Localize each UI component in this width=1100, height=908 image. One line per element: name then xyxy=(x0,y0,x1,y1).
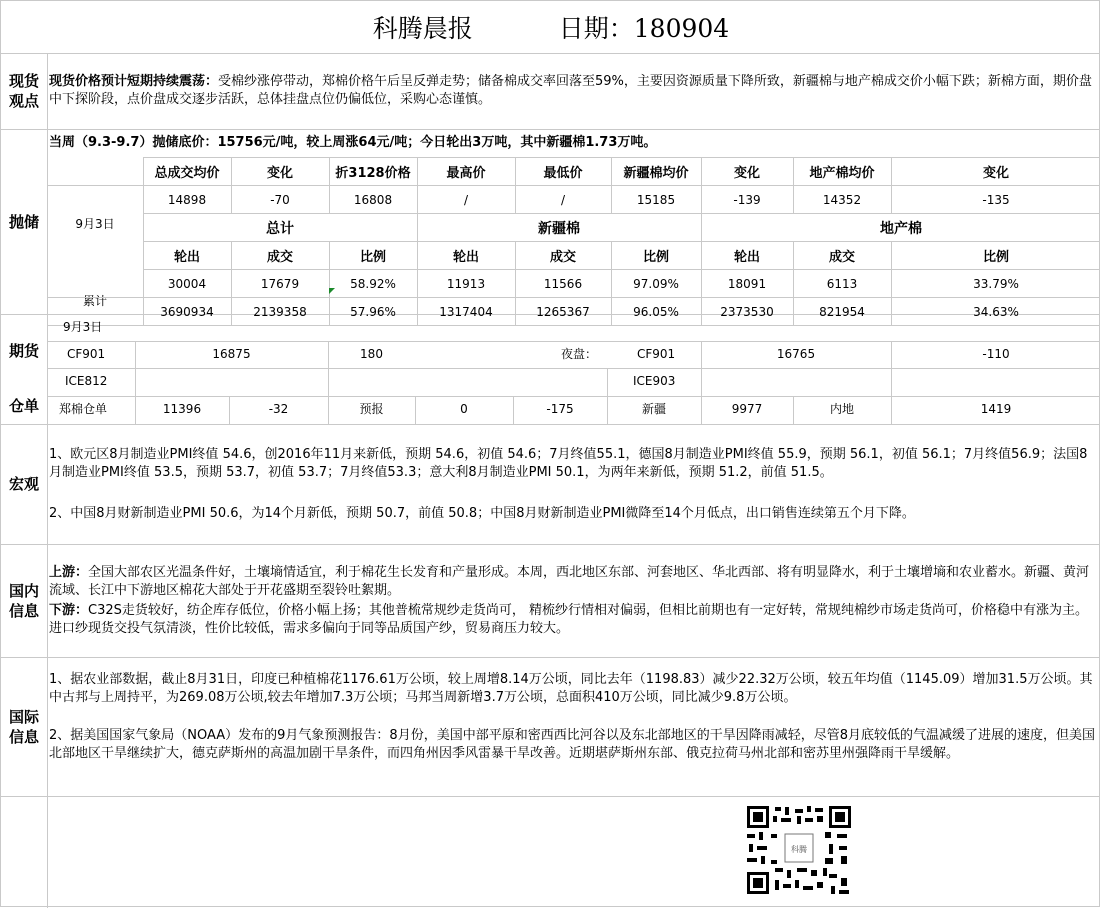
grid-line xyxy=(1,657,1100,658)
grid-line xyxy=(1,544,1100,545)
price-header: 变化 xyxy=(231,158,329,186)
cumulative-value: 1317404 xyxy=(417,298,515,326)
international-label: 国际信息 xyxy=(8,707,39,746)
group-header-local: 地产棉 xyxy=(701,214,1100,242)
cumulative-value: 821954 xyxy=(793,298,891,326)
cumulative-value: 3690934 xyxy=(143,298,231,326)
price-header: 最低价 xyxy=(515,158,611,186)
qr-logo-text: 科腾 xyxy=(791,845,807,854)
macro-paragraph-2: 2、中国8月财新制造业PMI 50.6，为14个月新低，预期 50.7，前值 50.8；中国8月财新制造业PMI微降至14个月低点，出口销售连续第五个月下降。 xyxy=(49,506,915,521)
daily-value: 33.79% xyxy=(891,270,1100,298)
sub-header: 比例 xyxy=(611,242,701,270)
warehouse-inland-label: 内地 xyxy=(829,402,854,416)
warehouse-change: -32 xyxy=(268,402,289,416)
grid-line xyxy=(47,368,1100,369)
report-name: 科腾晨报 xyxy=(372,14,473,43)
warehouse-forecast-value: 0 xyxy=(460,402,468,416)
international-paragraph-1: 1、据农业部数据，截止8月31日，印度已种植棉花1176.61万公顷，较上周增8.14万公顷，同比去年（1198.83）减少22.32万公顷，较五年均值（1145.09）增加31.5万公顷。其中古邦与上周持平，为269.08万公顷,较去年增加7.3万公顷；马邦当周新增3.7万公顷，总面积410万公顷，同比减少9.8万公顷。 xyxy=(49,672,1093,705)
grid-line xyxy=(1,796,1100,797)
qr-code-image xyxy=(745,804,853,896)
daily-value: 6113 xyxy=(793,270,891,298)
cumulative-value: 2139358 xyxy=(231,298,329,326)
futures-cf-price: 16875 xyxy=(212,347,251,361)
grid-line xyxy=(1,53,1100,54)
warehouse-forecast-label: 预报 xyxy=(359,402,384,416)
international-paragraph-2: 2、据美国国家气象局（NOAA）发布的9月气象预测报告：8月份，美国中部平原和密西西比河谷以及东北部地区的干旱因降雨减轻，尽管8月底较低的气温减缓了进展的速度，但美国北部地区干旱继续扩大，德克萨斯州的高温加剧干旱条件，而四角州因季风雷暴干旱改善。近期堪萨斯州东部、俄克拉荷马州北部和密苏里州强降雨干旱缓解。 xyxy=(49,728,1095,761)
price-header-row xyxy=(47,158,1100,186)
daily-value: 17679 xyxy=(231,270,329,298)
cumulative-value-row xyxy=(47,298,1100,326)
report-title xyxy=(1,1,1100,53)
upstream-title: 上游： xyxy=(49,565,89,580)
price-header: 最高价 xyxy=(417,158,515,186)
reserve-label: 抛储 xyxy=(8,212,39,231)
sub-header: 成交 xyxy=(515,242,611,270)
reserve-cumulative-label: 累计 xyxy=(82,294,107,308)
sub-header-row xyxy=(47,242,1100,270)
domestic-downstream xyxy=(49,602,1095,638)
sub-header: 成交 xyxy=(793,242,891,270)
cumulative-value: 96.05% xyxy=(611,298,701,326)
report-date: 日期：180904 xyxy=(558,14,730,43)
sub-header: 比例 xyxy=(329,242,417,270)
sub-header: 轮出 xyxy=(143,242,231,270)
price-value: 15185 xyxy=(611,186,701,214)
spot-paragraph xyxy=(49,73,1095,109)
futures-date: 9月3日 xyxy=(63,320,103,334)
sub-header: 比例 xyxy=(891,242,1100,270)
spot-label: 现货观点 xyxy=(8,72,39,110)
sub-header: 轮出 xyxy=(701,242,793,270)
night-session-label: 夜盘： xyxy=(561,347,598,361)
group-header-xinjiang: 新疆棉 xyxy=(417,214,701,242)
warehouse-name: 郑棉仓单 xyxy=(59,402,108,416)
spot-text: 受棉纱涨停带动，郑棉价格午后呈反弹走势；储备棉成交率回落至59%，主要因资源质量下降所致，新疆棉与地产棉成交价小幅下跌；新棉方面，期价盘中下探阶段，点价盘成交逐步活跃，总体挂盘点位仍偏低位，采购心态谨慎。 xyxy=(49,74,1092,107)
futures-label: 期货 xyxy=(8,342,39,360)
daily-value: 11913 xyxy=(417,270,515,298)
daily-value: 97.09% xyxy=(611,270,701,298)
cumulative-value: 2373530 xyxy=(701,298,793,326)
macro-paragraph-1: 1、欧元区8月制造业PMI终值 54.6，创2016年11月来新低，预期 54.6，初值 54.6；7月终值55.1，德国8月制造业PMI终值 55.9，预期 56.1，初值 56.1；7月终值56.9；法国8月制造业PMI终值 53.5，预期 53.7，初值 53.7；7月终值53.3；意大利8月制造业PMI 50.1，为两年来新低，预期 51.2，前值 51.5。 xyxy=(49,447,1088,480)
daily-value: 30004 xyxy=(143,270,231,298)
warehouse-label: 仓单 xyxy=(8,397,39,415)
downstream-title: 下游： xyxy=(49,603,89,618)
reserve-summary: 当周（9.3-9.7）抛储底价：15756元/吨，较上周涨64元/吨；今日轮出3万吨，其中新疆棉1.73万吨。 xyxy=(49,135,657,150)
price-value: / xyxy=(515,186,611,214)
night-cf-price: 16765 xyxy=(776,347,816,361)
ice-code: ICE812 xyxy=(65,374,108,388)
domestic-upstream xyxy=(49,564,1095,600)
price-value: 16808 xyxy=(329,186,417,214)
price-value: -139 xyxy=(701,186,793,214)
sub-header: 轮出 xyxy=(417,242,515,270)
warehouse-value: 11396 xyxy=(162,402,202,416)
cumulative-value: 34.63% xyxy=(891,298,1100,326)
daily-value: 11566 xyxy=(515,270,611,298)
futures-cf-code: CF901 xyxy=(67,347,106,361)
night-cf-change: -110 xyxy=(982,347,1010,361)
price-value: 14352 xyxy=(793,186,891,214)
futures-cf-change: 180 xyxy=(360,347,383,361)
grid-line xyxy=(1,129,1100,130)
price-value: -135 xyxy=(891,186,1100,214)
cell-comment-marker xyxy=(329,288,335,294)
group-header-row xyxy=(47,214,1100,242)
price-value: -70 xyxy=(231,186,329,214)
price-header: 变化 xyxy=(701,158,793,186)
price-header: 新疆棉均价 xyxy=(611,158,701,186)
domestic-label: 国内信息 xyxy=(8,581,39,620)
spot-headline: 现货价格预计短期持续震荡： xyxy=(49,74,219,89)
sub-header: 成交 xyxy=(231,242,329,270)
warehouse-xinjiang-label: 新疆 xyxy=(641,402,666,416)
price-header: 变化 xyxy=(891,158,1100,186)
price-value: / xyxy=(417,186,515,214)
reserve-day-label: 9月3日 xyxy=(75,217,115,231)
daily-value: 18091 xyxy=(701,270,793,298)
price-value-row xyxy=(47,186,1100,214)
warehouse-forecast-change: -175 xyxy=(546,402,574,416)
price-header: 总成交均价 xyxy=(143,158,231,186)
warehouse-xinjiang-value: 9977 xyxy=(731,402,763,416)
price-header: 地产棉均价 xyxy=(793,158,891,186)
cumulative-value: 1265367 xyxy=(515,298,611,326)
price-header: 折3128价格 xyxy=(329,158,417,186)
cumulative-value: 57.96% xyxy=(329,298,417,326)
macro-label: 宏观 xyxy=(8,475,39,493)
reserve-table xyxy=(47,157,1100,326)
grid-line xyxy=(1,424,1100,425)
upstream-text: 全国大部农区光温条件好，土壤墒情适宜，利于棉花生长发育和产量形成。本周，西北地区东部、河套地区、华北西部、将有明显降水，利于土壤增墒和农业蓄水。新疆、黄河流域、长江中下游地区棉花大部处于开花盛期至裂铃吐絮期。 xyxy=(49,565,1090,598)
ice-code-2: ICE903 xyxy=(633,374,676,388)
night-cf-code: CF901 xyxy=(637,347,676,361)
warehouse-inland-value: 1419 xyxy=(980,402,1012,416)
price-value: 14898 xyxy=(143,186,231,214)
daily-value: 58.92% xyxy=(329,270,417,298)
group-header-total: 总计 xyxy=(143,214,417,242)
daily-value-row xyxy=(47,270,1100,298)
downstream-text: C32S走货较好，纺企库存低位，价格小幅上扬；其他普梳常规纱走货尚可， 精梳纱行情相对偏弱，但相比前期也有一定好转，常规纯棉纱市场走货尚可，价格稳中有涨为主。进口纱现货交投气氛清淡，性价比较低，需求多偏向于同等品质国产纱，贸易商压力较大。 xyxy=(49,603,1089,636)
